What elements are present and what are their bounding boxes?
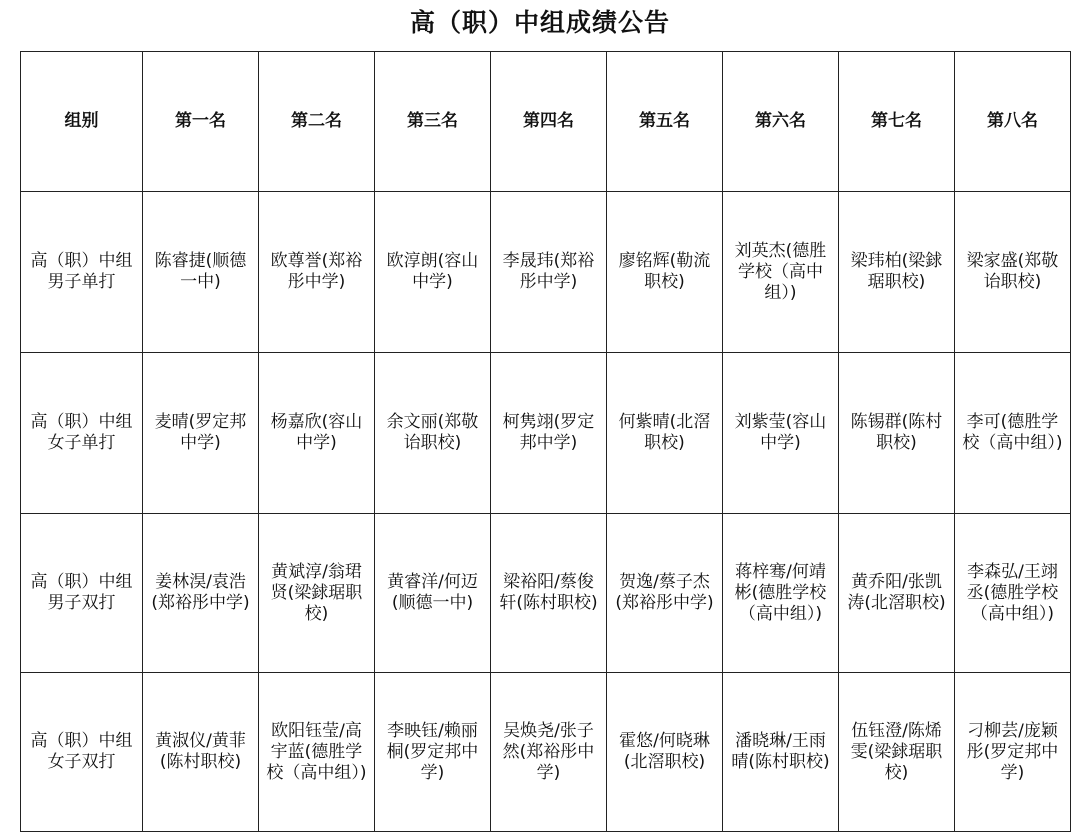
result-cell: 陈睿捷(顺德一中) <box>143 192 259 353</box>
result-cell: 刁柳芸/庞颖彤(罗定邦中学) <box>955 673 1071 832</box>
result-cell: 何紫晴(北滘职校) <box>607 353 723 514</box>
header-rank-2: 第二名 <box>259 52 375 192</box>
table-row <box>21 353 1071 514</box>
header-rank-6: 第六名 <box>723 52 839 192</box>
result-cell: 杨嘉欣(容山中学) <box>259 353 375 514</box>
result-cell: 刘紫莹(容山中学) <box>723 353 839 514</box>
result-cell: 霍悠/何晓琳(北滘职校) <box>607 673 723 832</box>
table-row <box>21 192 1071 353</box>
header-group: 组别 <box>21 52 143 192</box>
result-cell: 伍钰澄/陈烯雯(梁銶琚职校) <box>839 673 955 832</box>
group-cell: 高（职）中组女子双打 <box>21 673 143 832</box>
result-cell: 黄睿洋/何迈(顺德一中) <box>375 514 491 673</box>
results-table <box>20 51 1071 832</box>
result-cell: 姜林淏/袁浩(郑裕彤中学) <box>143 514 259 673</box>
result-cell: 陈锡群(陈村职校) <box>839 353 955 514</box>
result-cell: 欧阳钰莹/高宇蓝(德胜学校（高中组）) <box>259 673 375 832</box>
result-cell: 余文丽(郑敬诒职校) <box>375 353 491 514</box>
table-row <box>21 514 1071 673</box>
result-cell: 潘晓琳/王雨晴(陈村职校) <box>723 673 839 832</box>
group-cell: 高（职）中组男子单打 <box>21 192 143 353</box>
header-rank-8: 第八名 <box>955 52 1071 192</box>
result-cell: 欧尊誉(郑裕彤中学) <box>259 192 375 353</box>
result-cell: 麦晴(罗定邦中学) <box>143 353 259 514</box>
result-cell: 李映钰/赖丽桐(罗定邦中学) <box>375 673 491 832</box>
result-cell: 李晟玮(郑裕彤中学) <box>491 192 607 353</box>
result-cell: 吴焕尧/张子然(郑裕彤中学) <box>491 673 607 832</box>
header-rank-4: 第四名 <box>491 52 607 192</box>
group-cell: 高（职）中组男子双打 <box>21 514 143 673</box>
result-cell: 刘英杰(德胜学校（高中组）) <box>723 192 839 353</box>
header-row <box>21 52 1071 192</box>
result-cell: 李可(德胜学校（高中组）) <box>955 353 1071 514</box>
result-cell: 梁家盛(郑敬诒职校) <box>955 192 1071 353</box>
result-cell: 黄乔阳/张凯涛(北滘职校) <box>839 514 955 673</box>
result-cell: 贺逸/蔡子杰(郑裕彤中学) <box>607 514 723 673</box>
page-title: 高（职）中组成绩公告 <box>409 8 670 37</box>
result-cell: 黄淑仪/黄菲(陈村职校) <box>143 673 259 832</box>
result-cell: 蒋梓骞/何靖彬(德胜学校（高中组）) <box>723 514 839 673</box>
result-cell: 李森弘/王翊丞(德胜学校（高中组）) <box>955 514 1071 673</box>
table-row <box>21 673 1071 832</box>
result-cell: 欧淳朗(容山中学) <box>375 192 491 353</box>
result-cell: 柯隽翊(罗定邦中学) <box>491 353 607 514</box>
result-cell: 廖铭辉(勒流职校) <box>607 192 723 353</box>
header-rank-5: 第五名 <box>607 52 723 192</box>
header-rank-1: 第一名 <box>143 52 259 192</box>
result-cell: 梁玮柏(梁銶琚职校) <box>839 192 955 353</box>
result-cell: 梁裕阳/蔡俊轩(陈村职校) <box>491 514 607 673</box>
header-rank-3: 第三名 <box>375 52 491 192</box>
result-cell: 黄斌淳/翁珺贤(梁銶琚职校) <box>259 514 375 673</box>
group-cell: 高（职）中组女子单打 <box>21 353 143 514</box>
header-rank-7: 第七名 <box>839 52 955 192</box>
